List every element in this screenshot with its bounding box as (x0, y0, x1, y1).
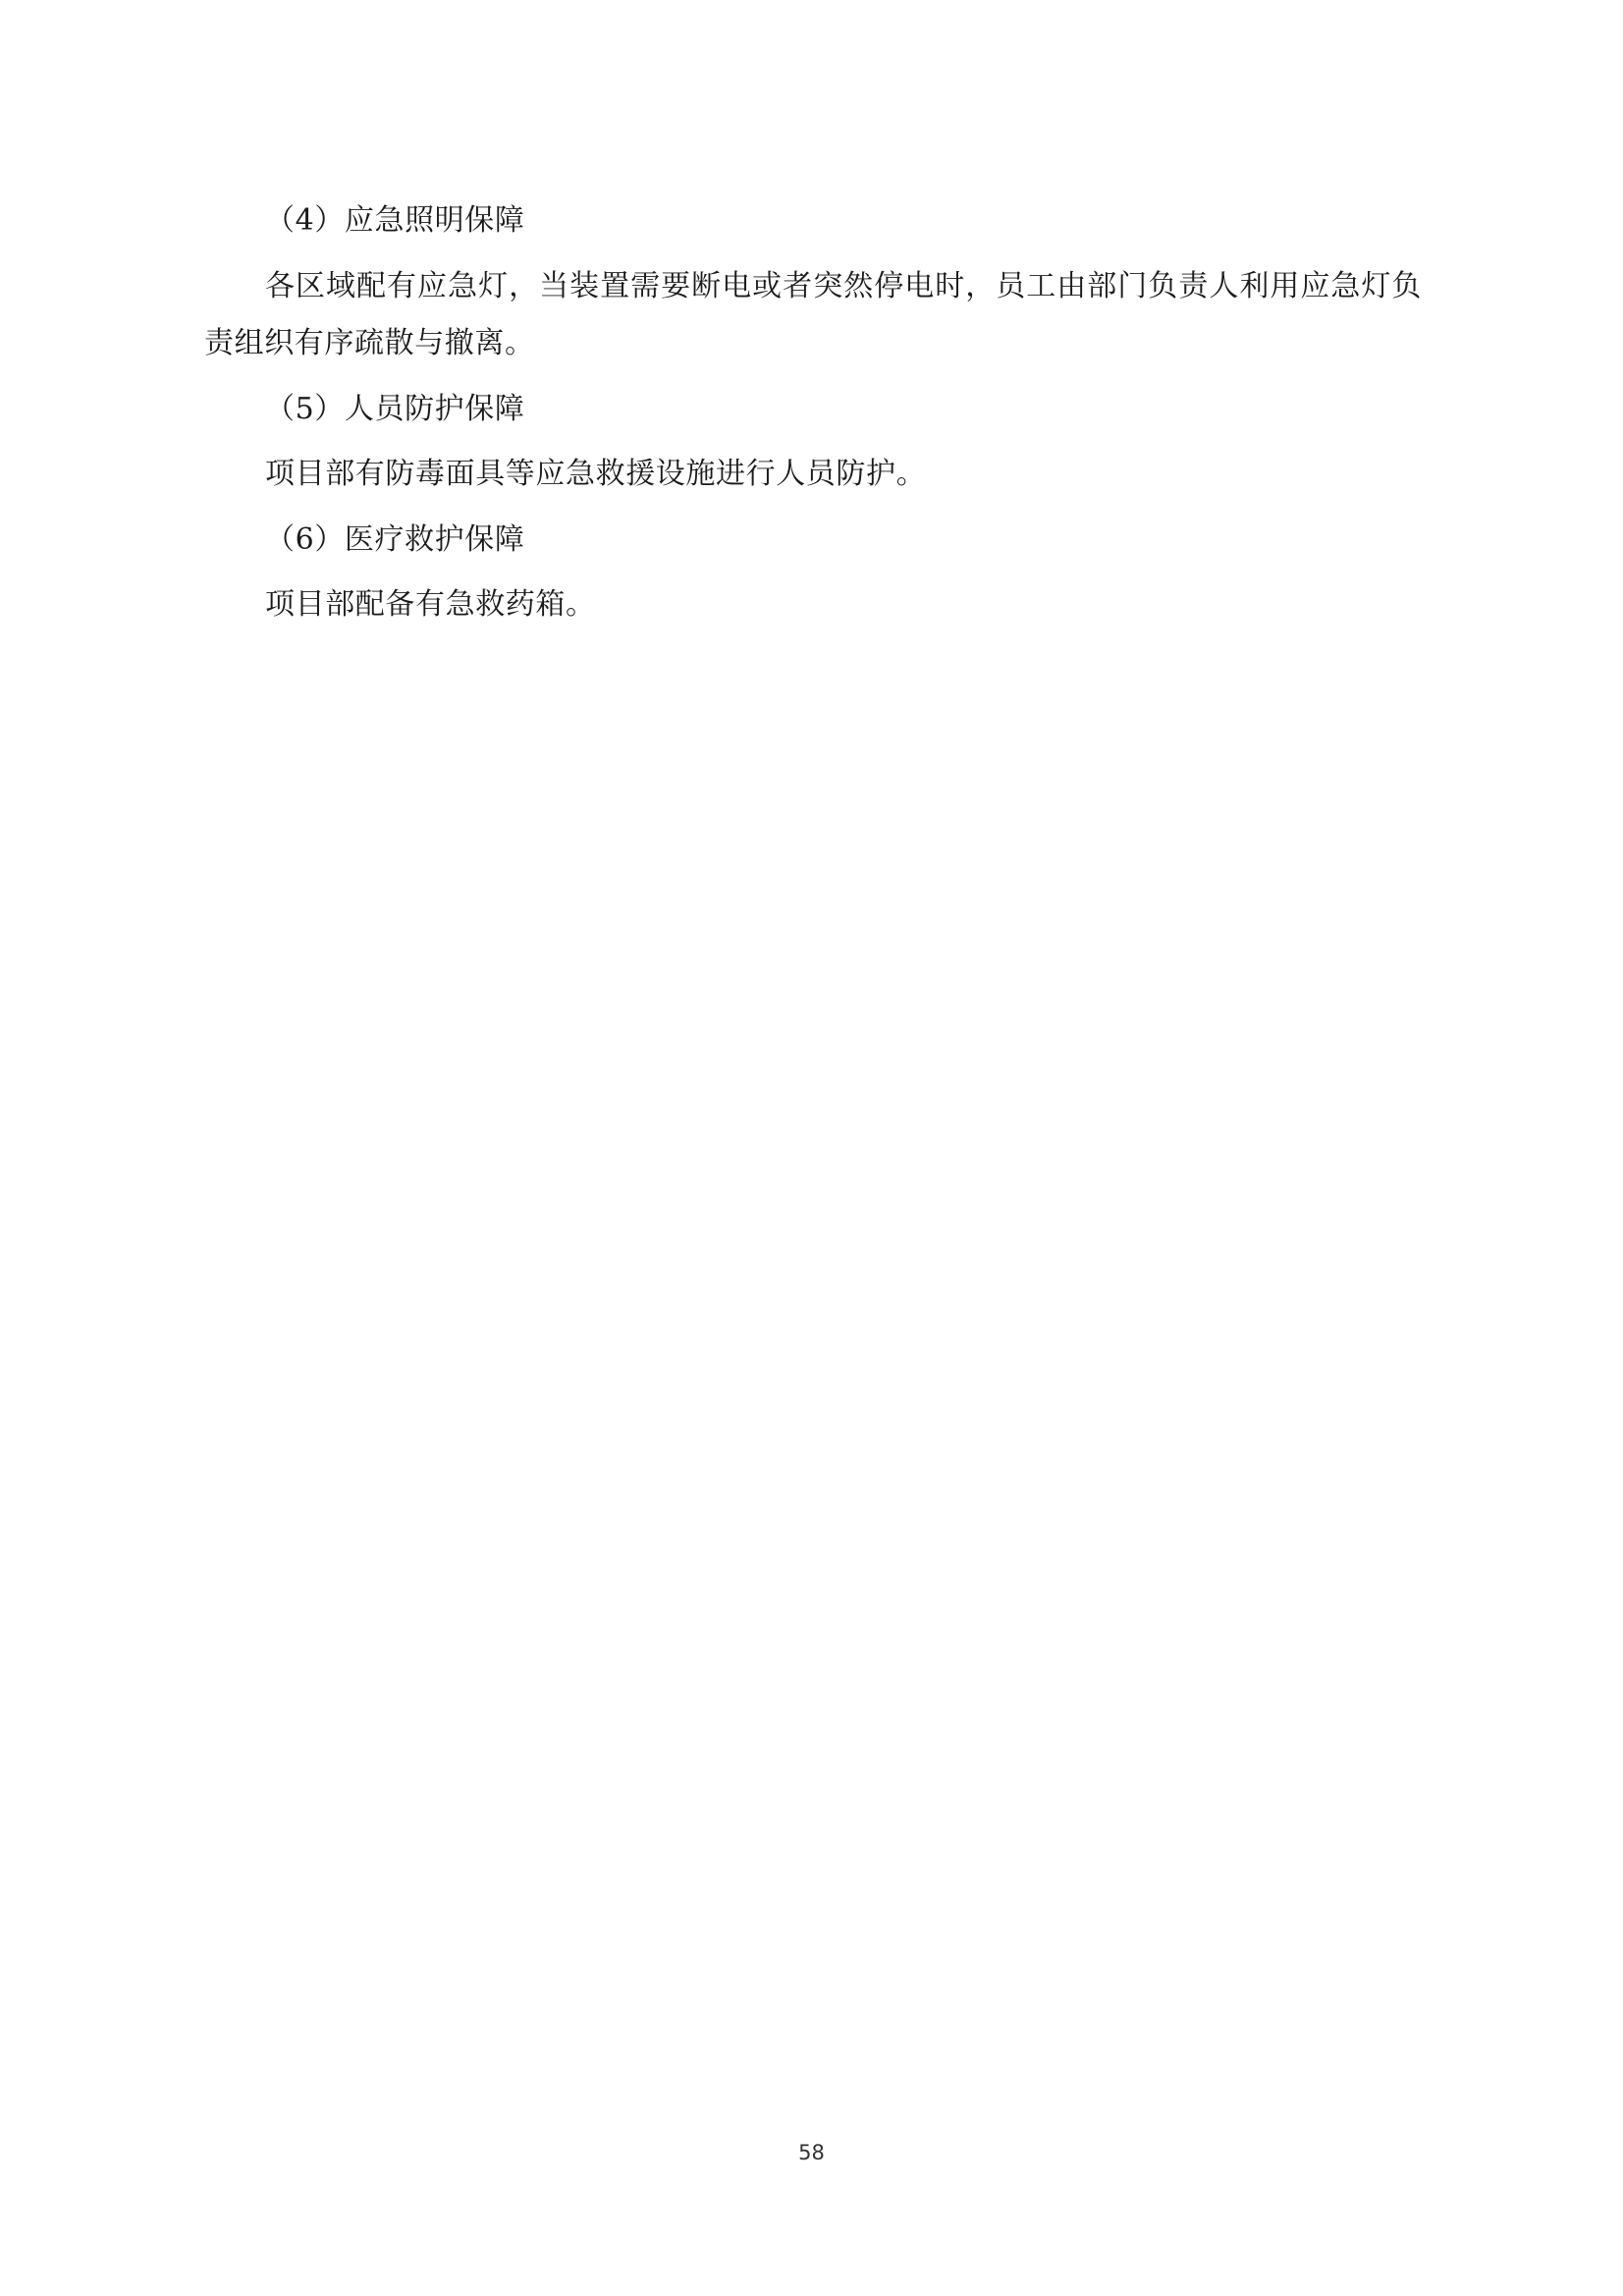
paragraph-body-6: 项目部配备有急救药箱。 (265, 587, 596, 622)
paragraph-heading-5: （5）人员防护保障 (265, 391, 525, 426)
paragraph-heading-6: （6）医疗救护保障 (265, 521, 525, 557)
paragraph-heading-4: （4）应急照明保障 (265, 203, 525, 238)
page-body (204, 192, 1422, 642)
paragraph-body-5: 项目部有防毒面具等应急救援设施进行人员防护。 (265, 457, 927, 491)
page-number: 58 (798, 2141, 825, 2164)
paragraph-body-4: 各区域配有应急灯，当装置需要断电或者突然停电时，员工由部门负责人利用应急灯负责组织有序疏散与撤离。 (204, 268, 1422, 360)
